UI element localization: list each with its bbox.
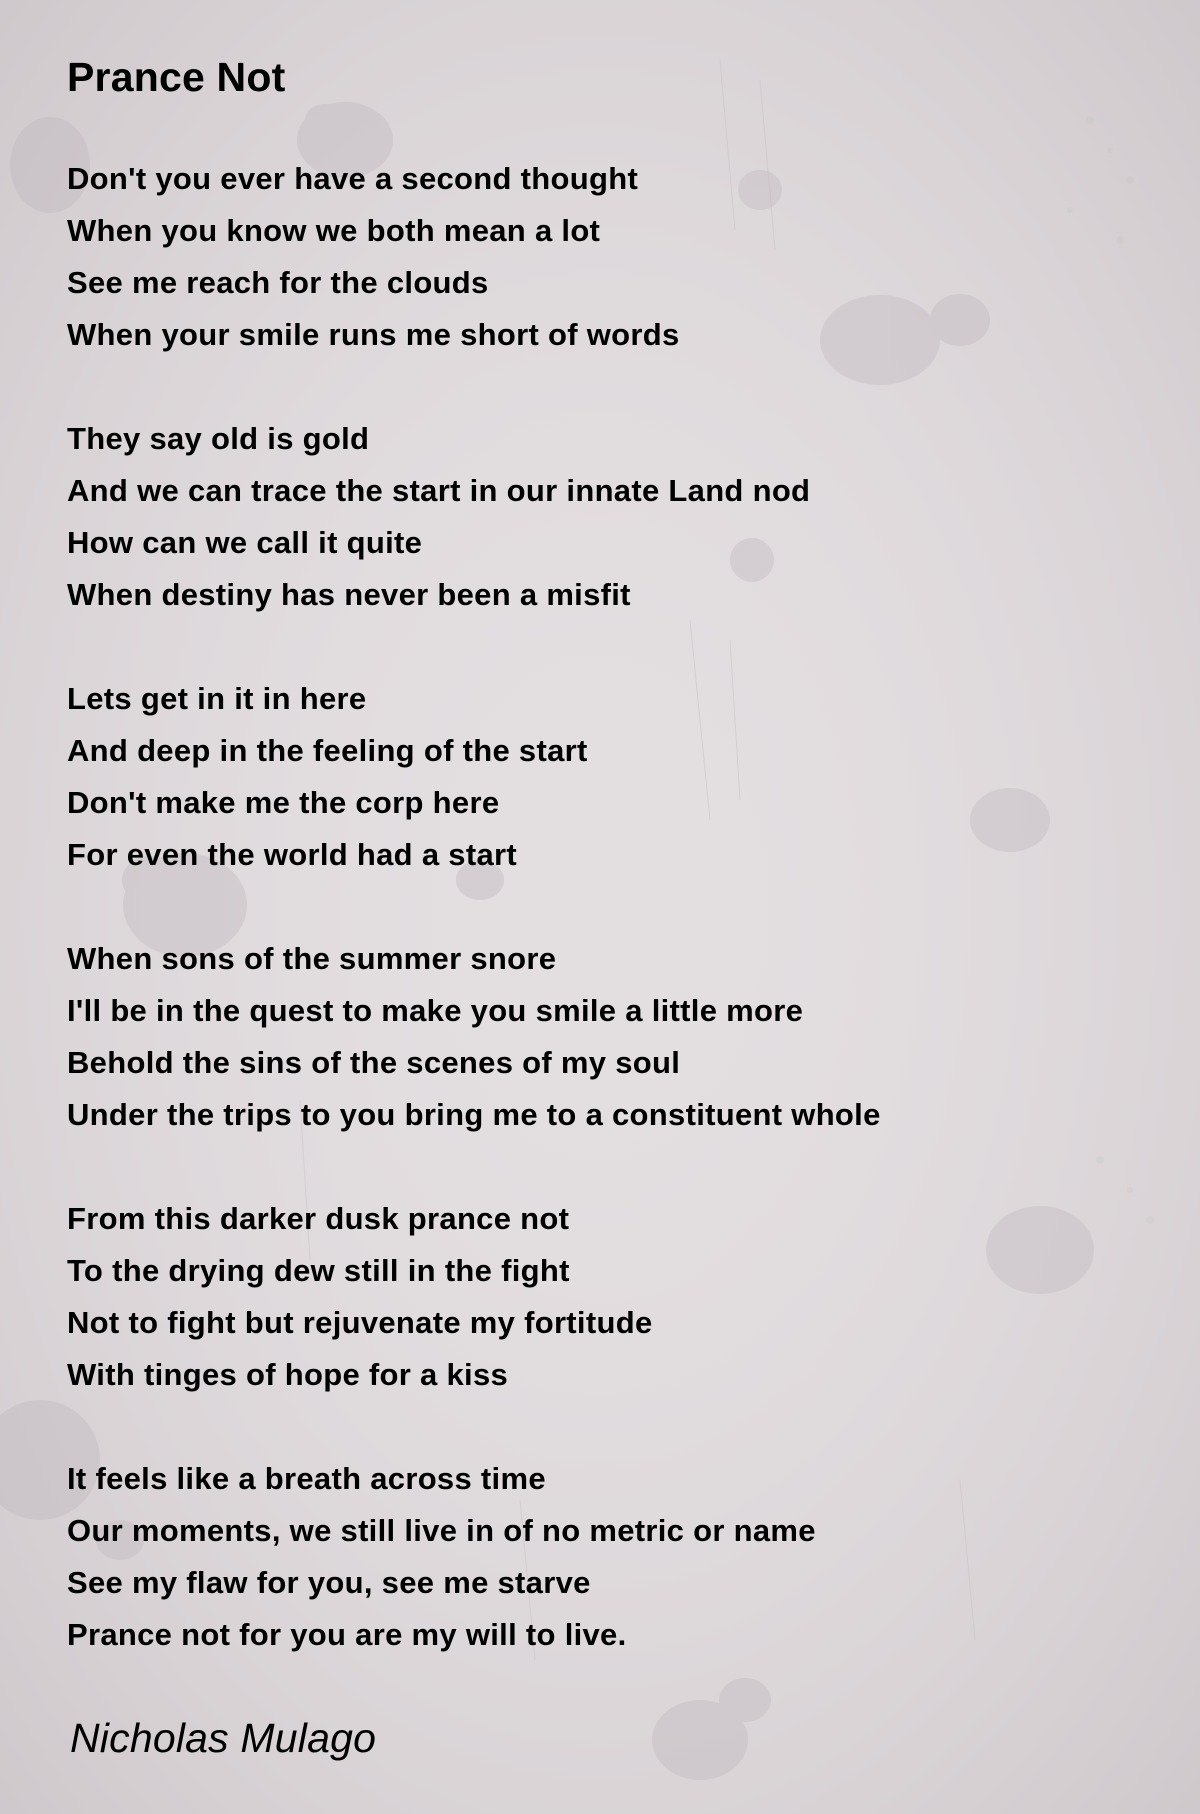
poem-line: When sons of the summer snore bbox=[67, 941, 557, 976]
poem-line: It feels like a breath across time bbox=[67, 1461, 546, 1496]
poem-line: And we can trace the start in our innate Land nod bbox=[67, 473, 811, 508]
poem-line: They say old is gold bbox=[67, 421, 370, 456]
poem-line: Our moments, we still live in of no metric or name bbox=[67, 1513, 816, 1548]
poem-line: For even the world had a start bbox=[67, 837, 517, 872]
poem-title: Prance Not bbox=[67, 54, 286, 100]
poem-page bbox=[67, 50, 1117, 1713]
stanza-4 bbox=[67, 933, 1117, 1141]
stanza-2 bbox=[67, 413, 1117, 621]
stanza-1 bbox=[67, 153, 1117, 361]
poem-line: Don't make me the corp here bbox=[67, 785, 500, 820]
poem-line: Don't you ever have a second thought bbox=[67, 161, 639, 196]
poem-line: Lets get in it in here bbox=[67, 681, 367, 716]
stanza-3 bbox=[67, 673, 1117, 881]
poem-line: From this darker dusk prance not bbox=[67, 1201, 570, 1236]
poem-line: Prance not for you are my will to live. bbox=[67, 1617, 627, 1652]
poem-line: When your smile runs me short of words bbox=[67, 317, 680, 352]
poem-line: When you know we both mean a lot bbox=[67, 213, 601, 248]
poem-author: Nicholas Mulago bbox=[70, 1715, 377, 1761]
poem-line: With tinges of hope for a kiss bbox=[67, 1357, 509, 1392]
poem-body bbox=[67, 153, 1117, 1661]
poem-line: See my flaw for you, see me starve bbox=[67, 1565, 591, 1600]
poem-line: How can we call it quite bbox=[67, 525, 423, 560]
stanza-6 bbox=[67, 1453, 1117, 1661]
poem-line: See me reach for the clouds bbox=[67, 265, 489, 300]
poem-line: When destiny has never been a misfit bbox=[67, 577, 631, 612]
poem-line: I'll be in the quest to make you smile a little more bbox=[67, 993, 804, 1028]
poem-line: Not to fight but rejuvenate my fortitude bbox=[67, 1305, 653, 1340]
poem-line: Behold the sins of the scenes of my soul bbox=[67, 1045, 681, 1080]
stanza-5 bbox=[67, 1193, 1117, 1401]
poem-line: To the drying dew still in the fight bbox=[67, 1253, 570, 1288]
poem-line: And deep in the feeling of the start bbox=[67, 733, 588, 768]
poem-line: Under the trips to you bring me to a constituent whole bbox=[67, 1097, 881, 1132]
